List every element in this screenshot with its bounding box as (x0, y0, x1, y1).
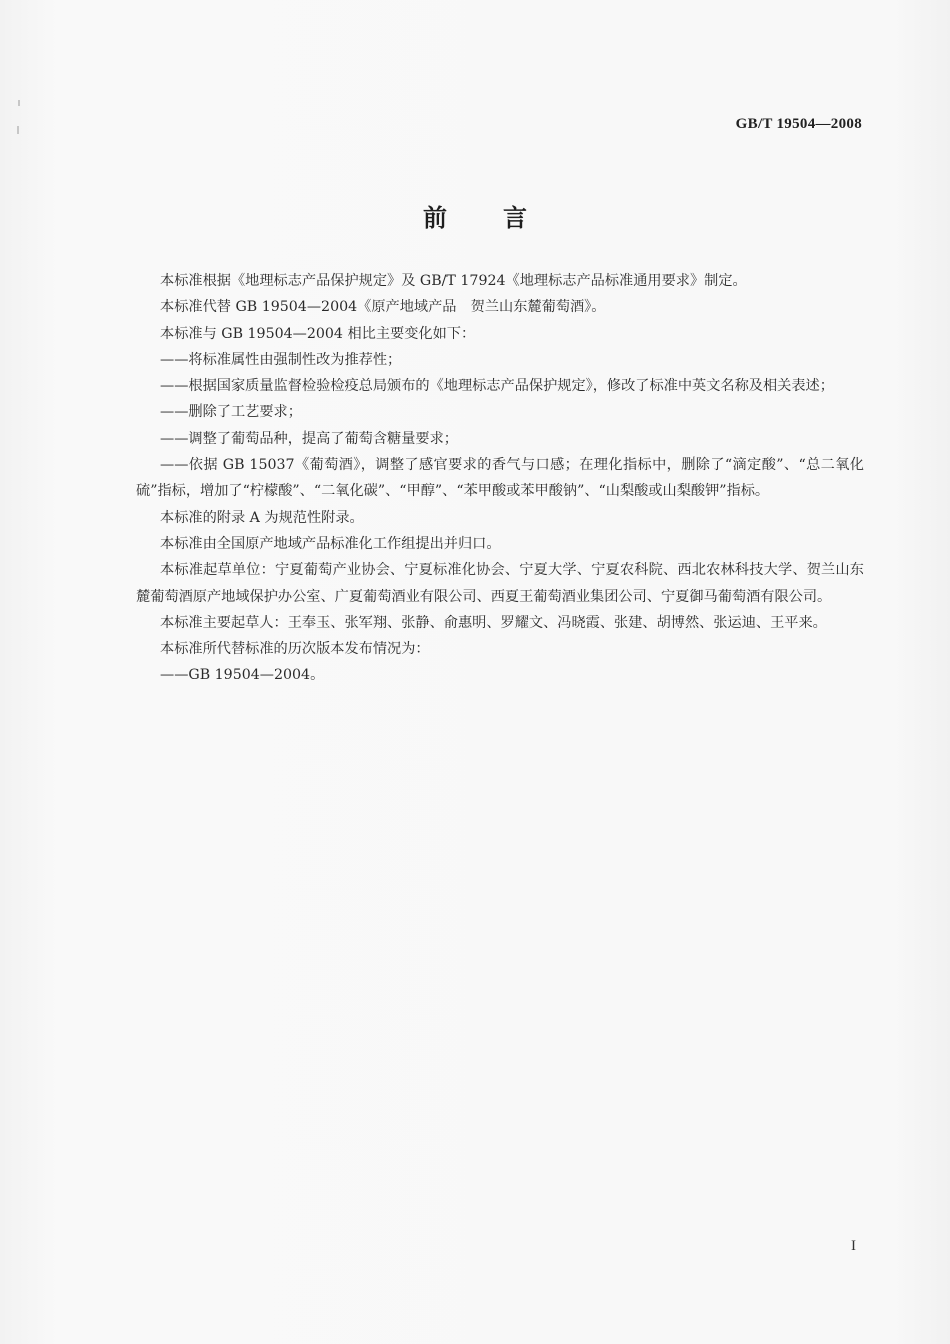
paragraph: 本标准的附录 A 为规范性附录。 (160, 509, 364, 526)
change-item: ——将标准属性由强制性改为推荐性； (160, 351, 402, 368)
foreword-body (136, 268, 864, 689)
paragraph: 本标准起草单位：宁夏葡萄产业协会、宁夏标准化协会、宁夏大学、宁夏农科院、西北农林科技大学、贺兰山东麓葡萄酒原产地域保护办公室、广夏葡萄酒业有限公司、西夏王葡萄酒业集团公司、宁夏御马葡萄酒有限公司。 (136, 562, 864, 605)
scan-mark (17, 126, 19, 134)
paragraph: 本标准由全国原产地域产品标准化工作组提出并归口。 (160, 535, 501, 552)
standard-code: GB/T 19504—2008 (735, 116, 862, 132)
title-char-2: 言 (503, 204, 527, 232)
paragraph: 本标准与 GB 19504—2004 相比主要变化如下： (160, 325, 476, 342)
change-item: ——删除了工艺要求； (160, 404, 302, 421)
change-item: ——依据 GB 15037《葡萄酒》，调整了感官要求的香气与口感；在理化指标中，删除了“滴定酸”、“总二氧化硫”指标，增加了“柠檬酸”、“二氧化碳”、“甲醇”、“苯甲酸或苯甲酸钠”、“山梨酸或山梨酸钾”指标。 (136, 457, 864, 500)
page-title (0, 198, 950, 233)
paragraph: 本标准根据《地理标志产品保护规定》及 GB/T 17924《地理标志产品标准通用要求》制定。 (160, 273, 747, 289)
title-char-1: 前 (423, 204, 447, 232)
paragraph: 本标准主要起草人：王奉玉、张军翔、张静、俞惠明、罗耀文、冯晓霞、张建、胡博然、张运迪、王平来。 (160, 614, 827, 631)
change-item: ——根据国家质量监督检验检疫总局颁布的《地理标志产品保护规定》，修改了标准中英文名称及相关表述； (160, 378, 834, 395)
change-item: ——调整了葡萄品种，提高了葡萄含糖量要求； (160, 430, 458, 447)
paragraph: 本标准所代替标准的历次版本发布情况为： (160, 641, 430, 658)
scan-mark (18, 100, 20, 106)
version-item: ——GB 19504—2004。 (160, 667, 325, 684)
page-number: I (851, 1238, 856, 1254)
paragraph: 本标准代替 GB 19504—2004《原产地域产品 贺兰山东麓葡萄酒》。 (160, 299, 606, 316)
